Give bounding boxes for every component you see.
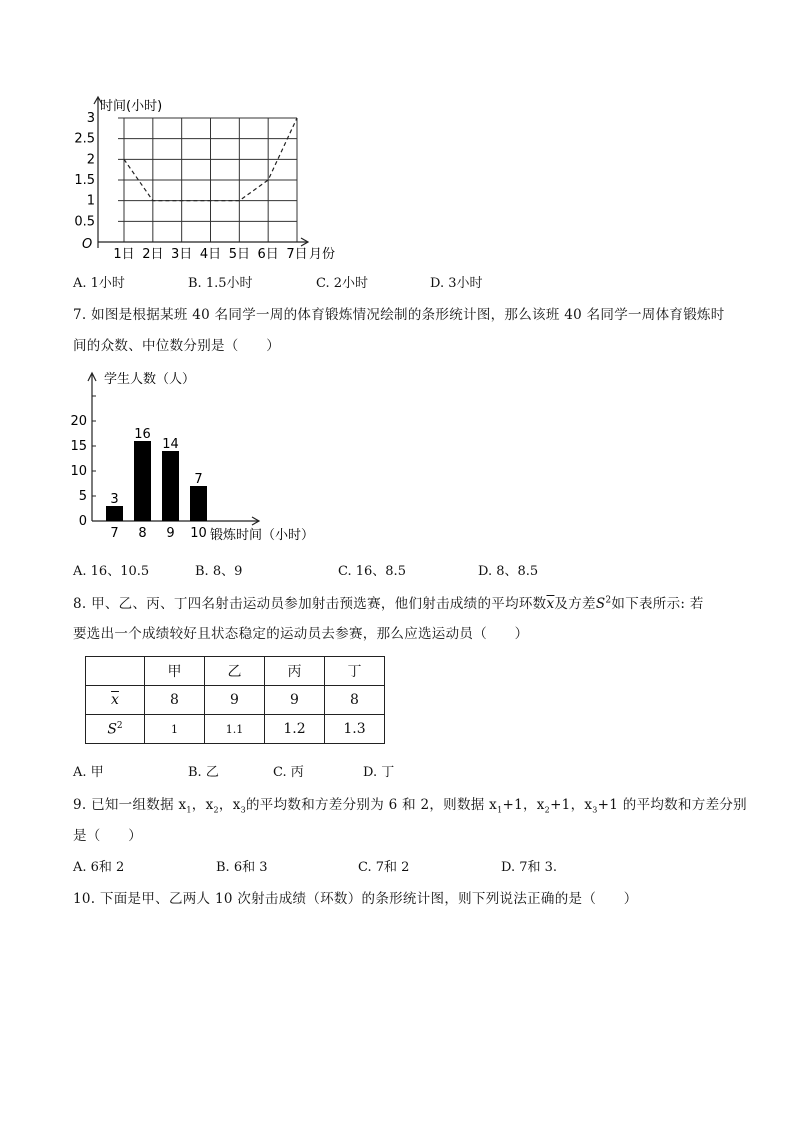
q7-options bbox=[73, 560, 713, 578]
q8-variance-symbol: S bbox=[595, 596, 606, 612]
q8-line1-part-b: 及方差 bbox=[554, 596, 596, 612]
bar-chart-x-tick-label: 10 bbox=[190, 526, 207, 541]
table-mean-label: $\overline{x}$ bbox=[86, 686, 145, 715]
q8-line1-part-a: 8. 甲、乙、丙、丁四名射击运动员参加射击预选赛，他们射击成绩的平均环数 bbox=[73, 596, 547, 612]
q6-option-a[interactable]: A. 1小时 bbox=[73, 276, 125, 291]
table-corner-cell bbox=[86, 657, 145, 686]
line-chart-y-axis-label: 时间(小时) bbox=[100, 99, 163, 114]
table-cell: 1.1 bbox=[205, 715, 265, 744]
line-chart-axes bbox=[94, 97, 308, 248]
q8-option-c[interactable]: C. 丙 bbox=[273, 765, 304, 780]
q8-data-table bbox=[85, 656, 385, 744]
bar-chart-y-axis-label: 学生人数（人） bbox=[104, 372, 196, 387]
table-cell: 1.3 bbox=[325, 715, 385, 744]
bar-chart-bar bbox=[190, 486, 207, 521]
table-header-yi: 乙 bbox=[205, 657, 265, 686]
table-header-jia: 甲 bbox=[145, 657, 205, 686]
table-cell: 9 bbox=[265, 686, 325, 715]
table-variance-label: $S^2$ bbox=[86, 715, 145, 744]
line-chart-y-tick-label: 3 bbox=[86, 111, 95, 126]
q8-option-d[interactable]: D. 丁 bbox=[363, 765, 395, 780]
q7-text-line1: 7. 如图是根据某班 40 名同学一周的体育锻炼情况绘制的条形统计图，那么该班 40 名同学一周体育锻炼时 bbox=[73, 307, 725, 323]
table-cell: 8 bbox=[145, 686, 205, 715]
q8-text-line1 bbox=[73, 592, 704, 612]
q9-option-c[interactable]: C. 7和 2 bbox=[358, 860, 410, 875]
bar-chart-x-axis-label: 锻炼时间（小时） bbox=[210, 528, 315, 543]
bar-chart-y-tick-label: 20 bbox=[70, 414, 87, 429]
table-row bbox=[86, 715, 385, 744]
bar-chart-data-label: 3 bbox=[110, 492, 119, 507]
line-chart-grid bbox=[118, 118, 297, 242]
q8-option-b[interactable]: B. 乙 bbox=[188, 765, 219, 780]
line-chart-x-tick-label: 7日 bbox=[286, 247, 308, 262]
table-cell: 8 bbox=[325, 686, 385, 715]
q6-options bbox=[73, 272, 713, 290]
line-chart-origin-label: O bbox=[82, 237, 93, 252]
bar-chart-y-tick-label: 5 bbox=[78, 489, 87, 504]
line-chart-x-tick-label: 3日 bbox=[171, 247, 193, 262]
table-header-bing: 丙 bbox=[265, 657, 325, 686]
line-chart-x-tick-label: 6日 bbox=[257, 247, 279, 262]
q9-option-d[interactable]: D. 7和 3. bbox=[501, 860, 558, 875]
q6-option-b[interactable]: B. 1.5小时 bbox=[188, 276, 253, 291]
q8-line1-part-c: 如下表所示: 若 bbox=[611, 596, 704, 612]
bar-chart-x-tick-label: 8 bbox=[138, 526, 147, 541]
q6-option-d[interactable]: D. 3小时 bbox=[430, 276, 483, 291]
q9-text-line2: 是（ ） bbox=[73, 828, 142, 844]
bar-chart-data-label: 14 bbox=[162, 437, 179, 452]
bar-chart-bar bbox=[106, 506, 123, 521]
q7-option-b[interactable]: B. 8、9 bbox=[195, 564, 243, 579]
line-chart-y-tick-label: 1 bbox=[86, 193, 95, 209]
q9-option-b[interactable]: B. 6和 3 bbox=[216, 860, 268, 875]
q9-option-a[interactable]: A. 6和 2 bbox=[73, 860, 125, 875]
q8-mean-symbol: $\overline{x}$ bbox=[546, 596, 555, 612]
line-chart-x-tick-label: 4日 bbox=[199, 247, 222, 262]
q7-option-a[interactable]: A. 16、10.5 bbox=[73, 564, 150, 579]
table-cell: 1.2 bbox=[265, 715, 325, 744]
q8-options bbox=[73, 761, 713, 779]
line-chart-y-tick-label: 0.5 bbox=[74, 214, 95, 230]
line-chart-y-tick-label: 1.5 bbox=[74, 173, 95, 188]
q8-option-a[interactable]: A. 甲 bbox=[73, 765, 104, 780]
q10-text-line1: 10. 下面是甲、乙两人 10 次射击成绩（环数）的条形统计图，则下列说法正确的是（ ） bbox=[73, 891, 638, 907]
line-chart-x-tick-label: 5日 bbox=[228, 247, 250, 262]
table-cell: 1 bbox=[145, 715, 205, 744]
table-header-ding: 丁 bbox=[325, 657, 385, 686]
line-chart-y-tick-label: 2.5 bbox=[74, 131, 95, 147]
table-cell: 9 bbox=[205, 686, 265, 715]
bar-chart-bar bbox=[162, 451, 179, 521]
bar-chart-data-label: 7 bbox=[194, 472, 203, 487]
q8-text-line2: 要选出一个成绩较好且状态稳定的运动员去参赛，那么应选运动员（ ） bbox=[73, 626, 529, 642]
q7-option-d[interactable]: D. 8、8.5 bbox=[478, 564, 539, 579]
bar-chart-y-tick-label: 15 bbox=[70, 439, 87, 454]
bar-chart-y-tick-label: 10 bbox=[70, 464, 87, 479]
q7-text-line2: 间的众数、中位数分别是（ ） bbox=[73, 338, 280, 354]
line-chart bbox=[70, 92, 350, 267]
line-chart-x-axis-label: 月份 bbox=[309, 247, 336, 262]
q8-variance-exponent: 2 bbox=[605, 595, 612, 606]
line-chart-x-tick-label: 2日 bbox=[142, 247, 164, 262]
bar-chart-x-tick-label: 9 bbox=[166, 526, 175, 541]
line-chart-x-tick-label: 1日 bbox=[113, 247, 135, 262]
table-header-row bbox=[86, 657, 385, 686]
bar-chart-x-tick-label: 7 bbox=[110, 526, 119, 541]
table-row bbox=[86, 686, 385, 715]
q6-option-c[interactable]: C. 2小时 bbox=[316, 276, 369, 291]
q9-options bbox=[73, 856, 713, 874]
bar-chart-bar bbox=[134, 441, 151, 521]
line-chart-y-tick-label: 2 bbox=[86, 152, 95, 168]
bar-chart-data-label: 16 bbox=[134, 427, 151, 442]
q9-text-line1: 9. 已知一组数据 $x_1$，$x_2$，$x_3$的平均数和方差分别为 6 和 2，则数据 $x_1+1$，$x_2+1$，$x_3+1$ 的平均数和方差分别 bbox=[73, 797, 747, 815]
bar-chart bbox=[70, 364, 340, 549]
q7-option-c[interactable]: C. 16、8.5 bbox=[338, 564, 406, 579]
bar-chart-y-tick-label: 0 bbox=[78, 514, 87, 529]
